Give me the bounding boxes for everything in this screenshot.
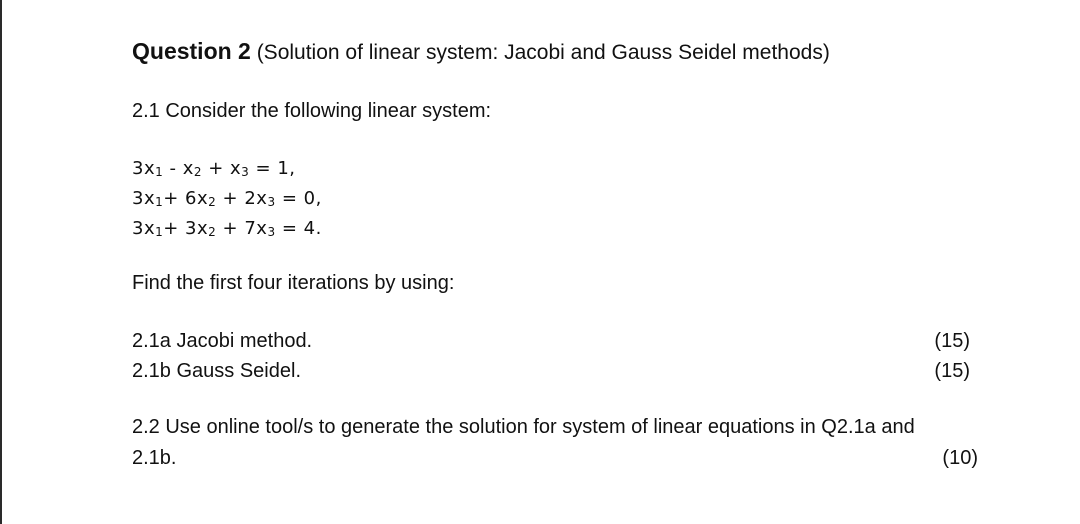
- q2-2-line2: 2.1b.: [132, 447, 177, 469]
- instruction-text: Find the first four iterations by using:: [132, 272, 455, 294]
- equation-1: $3x_1 - x_2 + x_3 = 1$,: [132, 158, 296, 179]
- question-label: Question 2: [132, 38, 251, 64]
- part-2-1a-text: 2.1a Jacobi method.: [132, 330, 313, 352]
- question-document: [132, 0, 982, 524]
- q2-2-line1: 2.2 Use online tool/s to generate the solution for system of linear equations in Q2.1a and: [132, 416, 915, 438]
- part-2-1b-text: 2.1b Gauss Seidel.: [132, 360, 301, 382]
- part-2-1a-marks: (15): [934, 330, 970, 352]
- equation-2: $3x_1+ 6x_2 + 2x_3 = 0$,: [132, 188, 322, 209]
- equation-3: $3x_1+ 3x_2 + 7x_3 = 4$.: [132, 218, 322, 239]
- q2-2-marks: (10): [942, 447, 978, 469]
- left-border-line: [0, 0, 2, 524]
- intro-text: 2.1 Consider the following linear system:: [132, 100, 492, 122]
- question-subtitle: (Solution of linear system: Jacobi and Gauss Seidel methods): [250, 41, 830, 64]
- question-heading: [132, 38, 830, 65]
- part-2-1b-marks: (15): [934, 360, 970, 382]
